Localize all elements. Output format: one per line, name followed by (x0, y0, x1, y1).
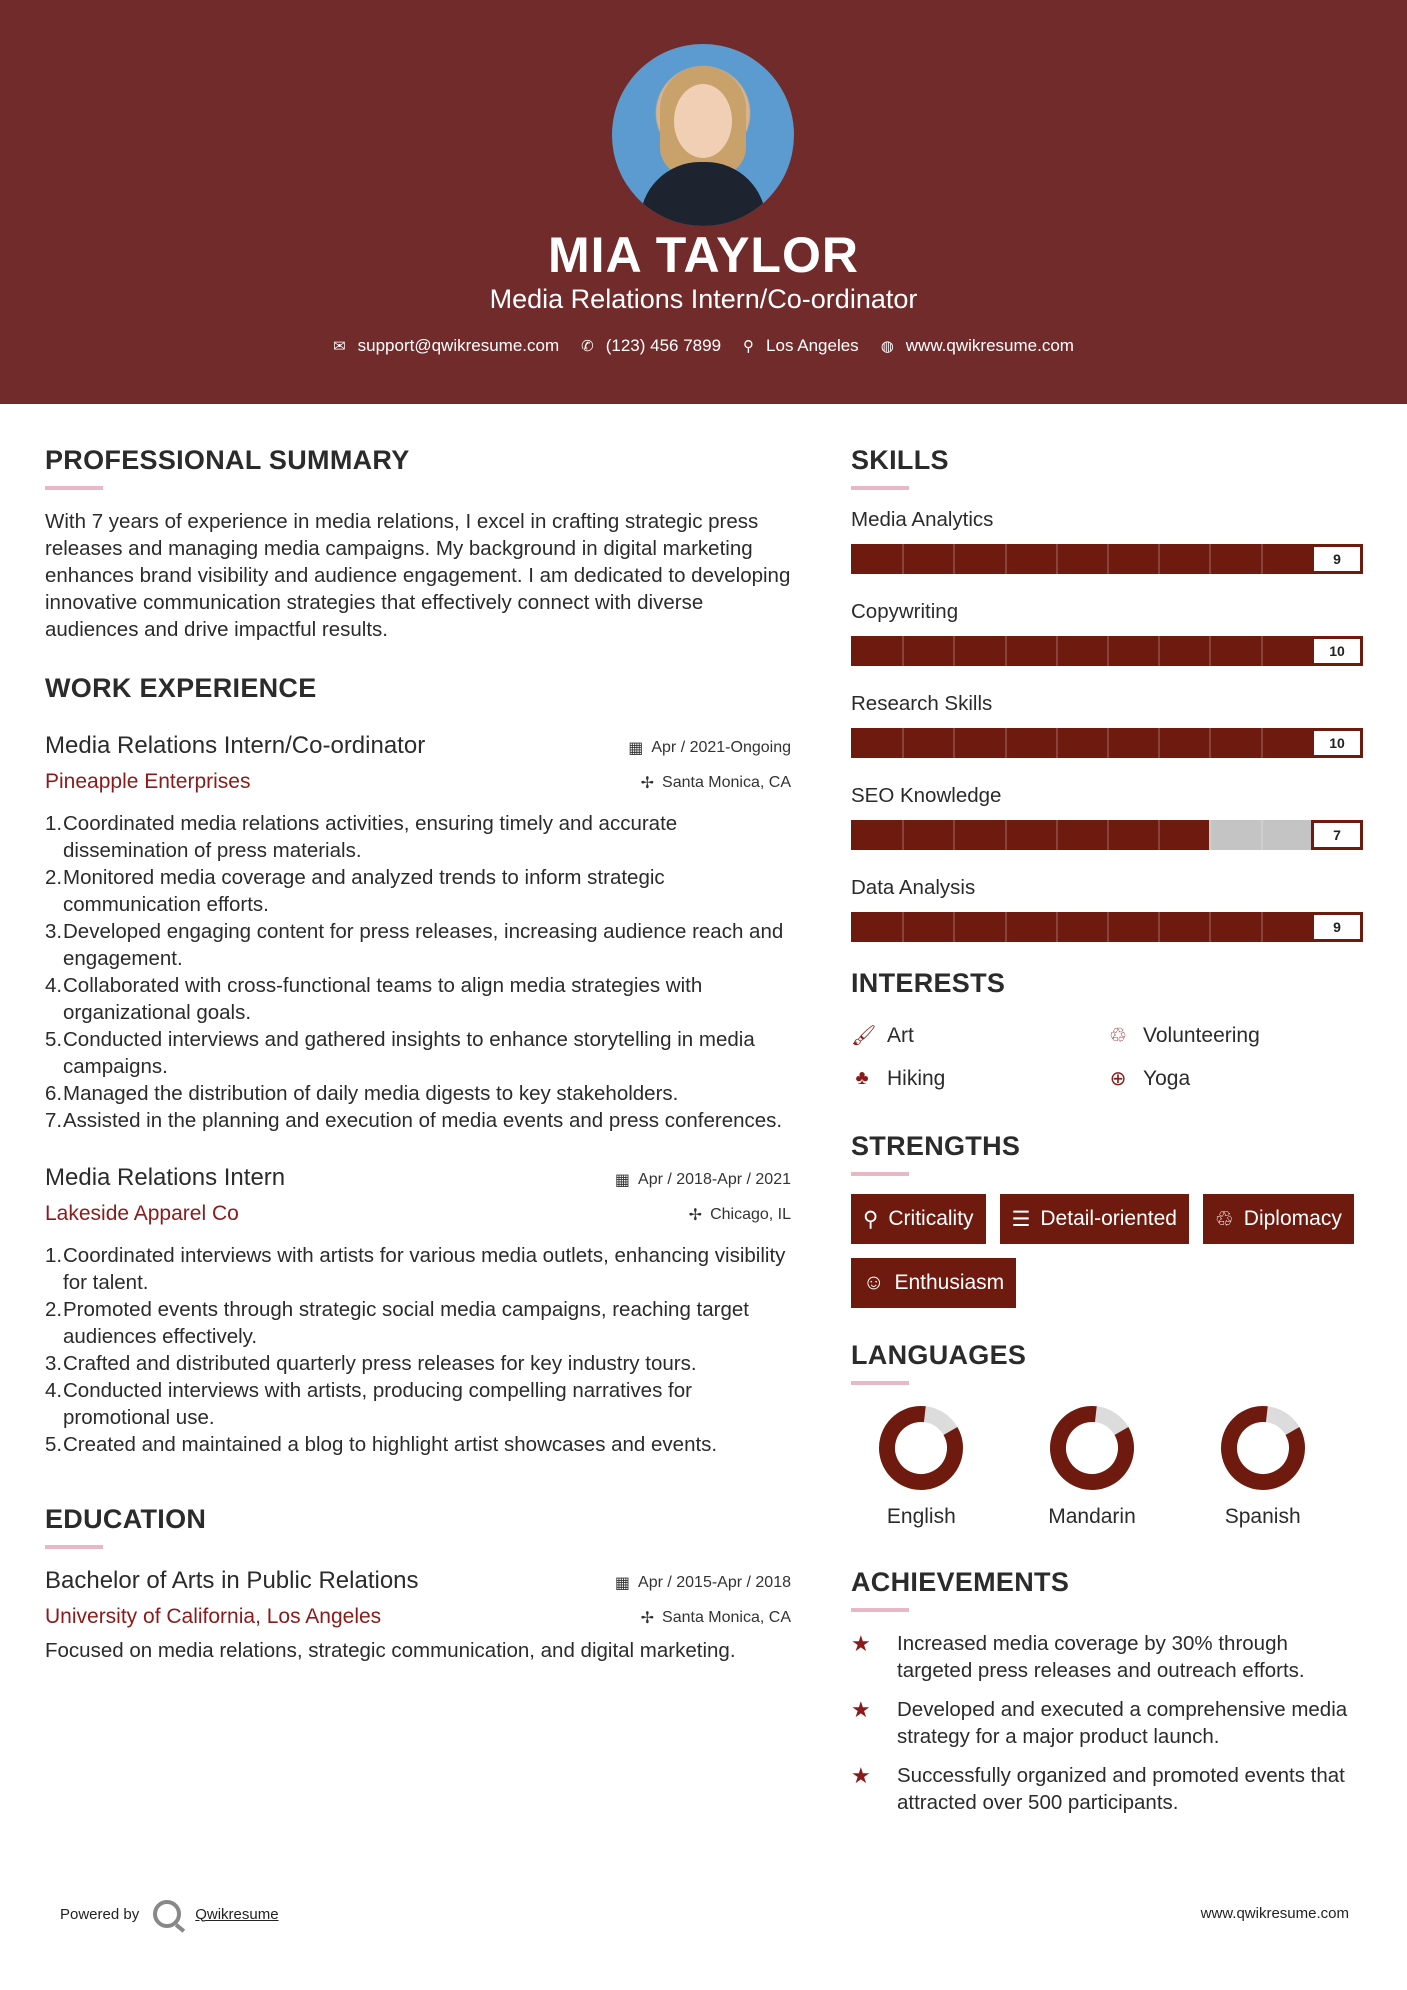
degree-title: Bachelor of Arts in Public Relations (45, 1567, 419, 1594)
list-item: 1. Coordinated interviews with artists for various media outlets, enhancing visibility for talent. (45, 1244, 786, 1294)
strengths-list (851, 1194, 1363, 1308)
skill-score: 9 (1311, 544, 1363, 574)
pushpin-icon: ✢ (688, 1207, 703, 1224)
skill-bar-segment (1209, 636, 1211, 666)
skill-bar-segment (1209, 544, 1211, 574)
education-location: Santa Monica, CA (662, 1609, 791, 1626)
skill-bar-segment (1005, 820, 1007, 850)
paintbrush-icon: 🖌︎ (851, 1025, 877, 1047)
achievement-item: ★ Developed and executed a comprehensive media strategy for a major product launch. (851, 1697, 1348, 1748)
calendar-icon: ▦ (614, 1575, 631, 1592)
skill-name: Research Skills (851, 692, 993, 715)
job-location: Santa Monica, CA (662, 774, 791, 791)
phone-icon: ✆ (581, 338, 594, 355)
job-date: Apr / 2018-Apr / 2021 (638, 1171, 791, 1188)
section-rule (45, 486, 103, 490)
list-item: 1. Coordinated media relations activities, ensuring timely and accurate dissemination of press materials. (45, 812, 678, 862)
section-title: EDUCATION (45, 1504, 207, 1534)
section-title: PROFESSIONAL SUMMARY (45, 445, 410, 475)
skill-bar-segment (1056, 728, 1058, 758)
handshake-icon: ♲ (1214, 1207, 1234, 1231)
strength-badge: ⚲ Criticality (851, 1194, 986, 1244)
skill-bar-fill (851, 912, 1312, 942)
skill-bar (851, 636, 1363, 666)
interest-item: ⊕ Yoga (1107, 1066, 1363, 1091)
candidate-name: MIA TAYLOR (548, 227, 859, 283)
skill-bar-segment (953, 728, 955, 758)
language-name: Spanish (1224, 1505, 1301, 1528)
skill-bar-segment (1107, 820, 1109, 850)
skill-score: 7 (1311, 820, 1363, 850)
section-title: STRENGTHS (851, 1131, 1021, 1161)
job-duties (45, 1242, 791, 1458)
section-rule (851, 1172, 909, 1176)
job-company: Lakeside Apparel Co (45, 1202, 239, 1225)
star-icon: ★ (851, 1763, 871, 1788)
strength-badge: ♲ Diplomacy (1203, 1194, 1354, 1244)
pushpin-icon: ✢ (640, 775, 655, 792)
envelope-icon: ✉ (333, 338, 346, 355)
skill-bar-segment (1261, 636, 1263, 666)
school-name: University of California, Los Angeles (45, 1605, 382, 1628)
skill-bar-segment (1261, 728, 1263, 758)
strength-badge: ☰ Detail-oriented (1000, 1194, 1189, 1244)
skill-bar-segment (1158, 544, 1160, 574)
skills-section (851, 445, 1363, 942)
candidate-title: Media Relations Intern/Co-ordinator (489, 284, 918, 314)
summary-section (45, 445, 791, 643)
pushpin-icon: ✢ (640, 1610, 655, 1627)
right-column (851, 445, 1363, 1828)
list-item: 6. Managed the distribution of daily media digests to key stakeholders. (45, 1082, 679, 1105)
section-title: LANGUAGES (851, 1340, 1027, 1370)
list-item: 3. Developed engaging content for press releases, increasing audience reach and engagement. (45, 920, 784, 970)
skill-bar-segment (1005, 636, 1007, 666)
list-item: 3. Crafted and distributed quarterly press releases for key industry tours. (45, 1352, 697, 1375)
interests-section (851, 968, 1363, 1091)
skill-score: 10 (1311, 636, 1363, 666)
skill-name: SEO Knowledge (851, 784, 1002, 807)
languages-section (851, 1340, 1363, 1529)
skill-bar-segment (902, 728, 904, 758)
education-date: Apr / 2015-Apr / 2018 (638, 1574, 791, 1591)
job-location: Chicago, IL (710, 1206, 791, 1223)
language-donut (1047, 1403, 1137, 1493)
contact-bar (0, 336, 1407, 356)
education-section (45, 1504, 791, 1664)
work-section (45, 673, 791, 1458)
list-item: 4. Collaborated with cross-functional teams to align media strategies with organizational goals. (45, 974, 703, 1024)
skill-bar-segment (1005, 728, 1007, 758)
lifebuoy-icon: ⊕ (1109, 1068, 1127, 1090)
section-rule (851, 1381, 909, 1385)
skill-bar-segment (1005, 544, 1007, 574)
map-pin-icon: ⚲ (743, 338, 755, 355)
section-rule (45, 1545, 103, 1549)
skill-bar (851, 912, 1363, 942)
donut-level (1218, 1403, 1308, 1493)
job-title: Media Relations Intern (45, 1164, 286, 1191)
interest-item: 🖌︎ Art (851, 1023, 914, 1047)
powered-by-label: Powered by (60, 1905, 140, 1923)
skill-bar-segment (1158, 728, 1160, 758)
skill-bar-segment (1261, 820, 1263, 850)
language-donut (876, 1403, 966, 1493)
skill-bar (851, 728, 1363, 758)
skill-bar-segment (1209, 820, 1211, 850)
skill-name: Copywriting (851, 600, 959, 623)
summary-text: With 7 years of experience in media relations, I excel in crafting strategic press releases and managing media campaigns. My background in digital marketing enhances brand visibility and audience engagement. I am dedicated to developing innovative communication strategies that effectively connect with diverse audiences and drive impactful results. (45, 510, 791, 641)
skill-bar-segment (1209, 728, 1211, 758)
job-company: Pineapple Enterprises (45, 770, 251, 793)
section-title: INTERESTS (851, 968, 1006, 998)
list-item: 2. Promoted events through strategic social media campaigns, reaching target audiences effectively. (45, 1298, 749, 1348)
skill-bar-fill (851, 820, 1209, 850)
skill-bar-segment (1056, 820, 1058, 850)
resume-header (0, 0, 1407, 404)
skill-bar-segment (1261, 544, 1263, 574)
star-icon: ★ (851, 1631, 871, 1656)
strengths-section (851, 1131, 1363, 1308)
list-item: 7. Assisted in the planning and execution of media events and press conferences. (45, 1109, 783, 1132)
search-icon: ⚲ (863, 1207, 879, 1231)
skill-bar-segment (902, 544, 904, 574)
left-column (45, 445, 791, 1664)
skill-bar-segment (902, 820, 904, 850)
job-date: Apr / 2021-Ongoing (651, 739, 791, 756)
languages-list (851, 1403, 1363, 1529)
donut-level (876, 1403, 966, 1493)
skill-bar-segment (1107, 912, 1109, 942)
achievements-list (851, 1630, 1363, 1816)
skill-bar-segment (1107, 728, 1109, 758)
skill-bar-segment (902, 636, 904, 666)
skills-list (851, 508, 1363, 942)
handshake-icon: ♲ (1109, 1025, 1127, 1047)
interest-item: ♣ Hiking (851, 1066, 1107, 1091)
list-item: 5. Created and maintained a blog to highlight artist showcases and events. (45, 1433, 718, 1456)
skill-bar-fill (851, 544, 1312, 574)
job-title: Media Relations Intern/Co-ordinator (45, 732, 426, 759)
calendar-icon: ▦ (628, 740, 644, 757)
skill-bar-segment (1158, 912, 1160, 942)
list-icon: ☰ (1011, 1207, 1031, 1231)
contact-phone[interactable]: ✆ (123) 456 7899 (581, 336, 722, 355)
language-item (1192, 1403, 1363, 1529)
star-icon: ★ (851, 1697, 871, 1722)
list-item: 2. Monitored media coverage and analyzed trends to inform strategic communication efforts. (45, 866, 665, 916)
section-rule (851, 486, 909, 490)
skill-bar-segment (953, 820, 955, 850)
skill-bar-segment (1158, 820, 1160, 850)
skill-bar-segment (1005, 912, 1007, 942)
skill-bar-segment (1107, 636, 1109, 666)
language-item (851, 1403, 1022, 1529)
skill-score: 10 (1311, 728, 1363, 758)
language-item (1022, 1403, 1193, 1529)
job-entry (45, 732, 791, 1134)
interests-list (851, 1023, 1363, 1091)
language-name: English (886, 1505, 956, 1528)
skill-bar-segment (1056, 544, 1058, 574)
education-text: Focused on media relations, strategic communication, and digital marketing. (45, 1639, 736, 1662)
calendar-icon: ▦ (614, 1172, 631, 1189)
skill-bar-segment (1158, 636, 1160, 666)
skill-bar-segment (1209, 912, 1211, 942)
job-duties (45, 810, 791, 1134)
smile-icon: ☺ (863, 1271, 885, 1294)
globe-icon: ◍ (880, 338, 894, 355)
skill-name: Media Analytics (851, 508, 994, 531)
skill-bar-segment (1056, 636, 1058, 666)
language-name: Mandarin (1048, 1505, 1136, 1528)
skill-bar-segment (1261, 912, 1263, 942)
section-title: ACHIEVEMENTS (851, 1567, 1070, 1597)
skill-bar (851, 544, 1363, 574)
achievement-item: ★ Increased media coverage by 30% through targeted press releases and outreach efforts. (851, 1631, 1305, 1682)
strength-badge: ☺ Enthusiasm (851, 1258, 1016, 1308)
footer-powered-by (60, 1900, 279, 1928)
language-donut (1218, 1403, 1308, 1493)
skill-bar (851, 820, 1363, 850)
skill-score: 9 (1311, 912, 1363, 942)
achievement-item: ★ Successfully organized and promoted events that attracted over 500 participants. (851, 1763, 1345, 1814)
section-rule (851, 1608, 909, 1612)
skill-bar-segment (953, 912, 955, 942)
list-item: 4. Conducted interviews with artists, producing compelling narratives for promotional use. (45, 1379, 692, 1429)
section-title: WORK EXPERIENCE (45, 673, 317, 703)
job-entry (45, 1164, 791, 1458)
skill-bar-segment (902, 912, 904, 942)
tree-icon: ♣ (855, 1067, 869, 1089)
skill-bar-segment (1107, 544, 1109, 574)
profile-photo (612, 44, 794, 226)
footer-website[interactable]: www.qwikresume.com (1200, 1905, 1349, 1922)
interest-item: ♲ Volunteering (1107, 1023, 1363, 1048)
contact-location: ⚲ Los Angeles (743, 336, 859, 355)
skill-name: Data Analysis (851, 876, 976, 899)
section-title: SKILLS (851, 445, 949, 475)
skill-bar-segment (953, 544, 955, 574)
donut-level (1047, 1403, 1137, 1493)
contact-website[interactable]: ◍ www.qwikresume.com (880, 336, 1074, 355)
qwikresume-logo-icon (153, 1900, 181, 1928)
skill-bar-segment (953, 636, 955, 666)
achievements-section (851, 1567, 1363, 1816)
contact-email[interactable]: ✉ support@qwikresume.com (333, 336, 560, 355)
brand-link[interactable]: Qwikresume (195, 1905, 279, 1923)
skill-bar-segment (1056, 912, 1058, 942)
list-item: 5. Conducted interviews and gathered insights to enhance storytelling in media campaigns. (45, 1028, 755, 1078)
